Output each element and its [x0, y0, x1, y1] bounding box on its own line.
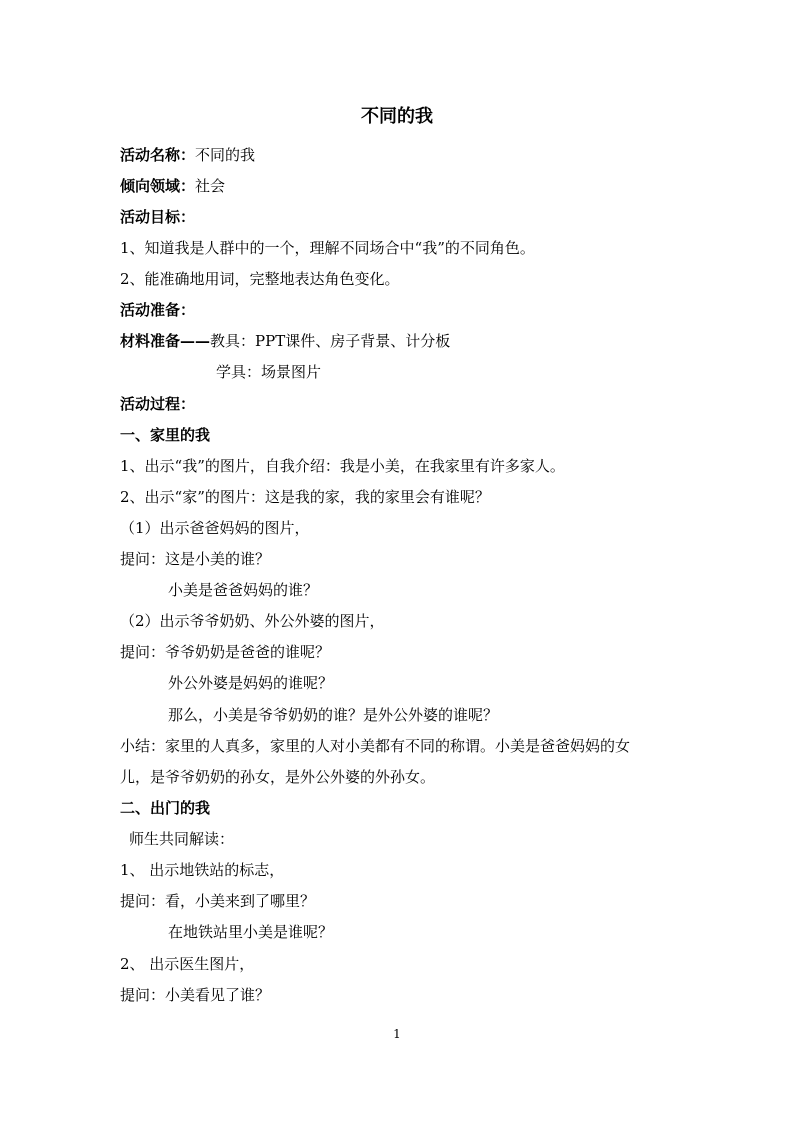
s2-question2: 提问：小美看见了谁？	[120, 986, 271, 1004]
goal-2: 2、能准确地用词，完整地表达角色变化。	[120, 270, 400, 288]
s1-sub2: （2）出示爷爷奶奶、外公外婆的图片，	[120, 612, 385, 630]
s1-step2: 2、出示“家”的图片：这是我的家，我的家里会有谁呢？	[120, 488, 490, 506]
s2-question1: 提问：看，小美来到了哪里？	[120, 892, 316, 910]
materials-teacher: 教具：PPT课件、房子背景、计分板	[210, 332, 451, 350]
s1-step1: 1、出示“我”的图片，自我介绍：我是小美，在我家里有许多家人。	[120, 457, 565, 475]
materials-student: 学具：场景图片	[216, 363, 322, 381]
section2-heading: 二、出门的我	[120, 799, 211, 817]
domain-line	[120, 175, 225, 197]
domain-label: 倾向领域：	[120, 177, 196, 195]
goals-heading: 活动目标：	[120, 208, 196, 226]
activity-name-line	[120, 144, 255, 166]
domain-value: 社会	[195, 177, 226, 195]
s1-question1b: 小美是爸爸妈妈的谁？	[168, 581, 319, 599]
process-heading: 活动过程：	[120, 395, 196, 413]
s2-step2: 2、 出示医生图片，	[120, 955, 255, 973]
section1-heading: 一、家里的我	[120, 426, 211, 444]
goal-1: 1、知道我是人群中的一个，理解不同场合中“我”的不同角色。	[120, 239, 535, 257]
s1-question2c: 那么，小美是爷爷奶奶的谁？是外公外婆的谁呢？	[168, 706, 499, 724]
document-title: 不同的我	[361, 106, 433, 127]
page-number: 1	[393, 1027, 401, 1041]
activity-name-label: 活动名称：	[120, 146, 196, 164]
s1-question2b: 外公外婆是妈妈的谁呢？	[168, 674, 334, 692]
materials-teacher-line	[120, 330, 450, 352]
s1-question2: 提问：爷爷奶奶是爸爸的谁呢？	[120, 643, 331, 661]
s1-summary-line1: 小结：家里的人真多，家里的人对小美都有不同的称谓。小美是爸爸妈妈的女	[120, 737, 631, 755]
s1-summary-line2: 儿，是爷爷奶奶的孙女，是外公外婆的外孙女。	[120, 768, 436, 786]
s2-step1: 1、 出示地铁站的标志，	[120, 861, 285, 879]
s2-intro: 师生共同解读：	[129, 830, 235, 848]
prep-heading: 活动准备：	[120, 301, 196, 319]
activity-name-value: 不同的我	[195, 146, 256, 164]
s1-sub1: （1）出示爸爸妈妈的图片，	[120, 519, 310, 537]
s1-question1: 提问：这是小美的谁？	[120, 550, 271, 568]
materials-label: 材料准备——	[120, 332, 211, 350]
s2-question1b: 在地铁站里小美是谁呢？	[168, 923, 334, 941]
